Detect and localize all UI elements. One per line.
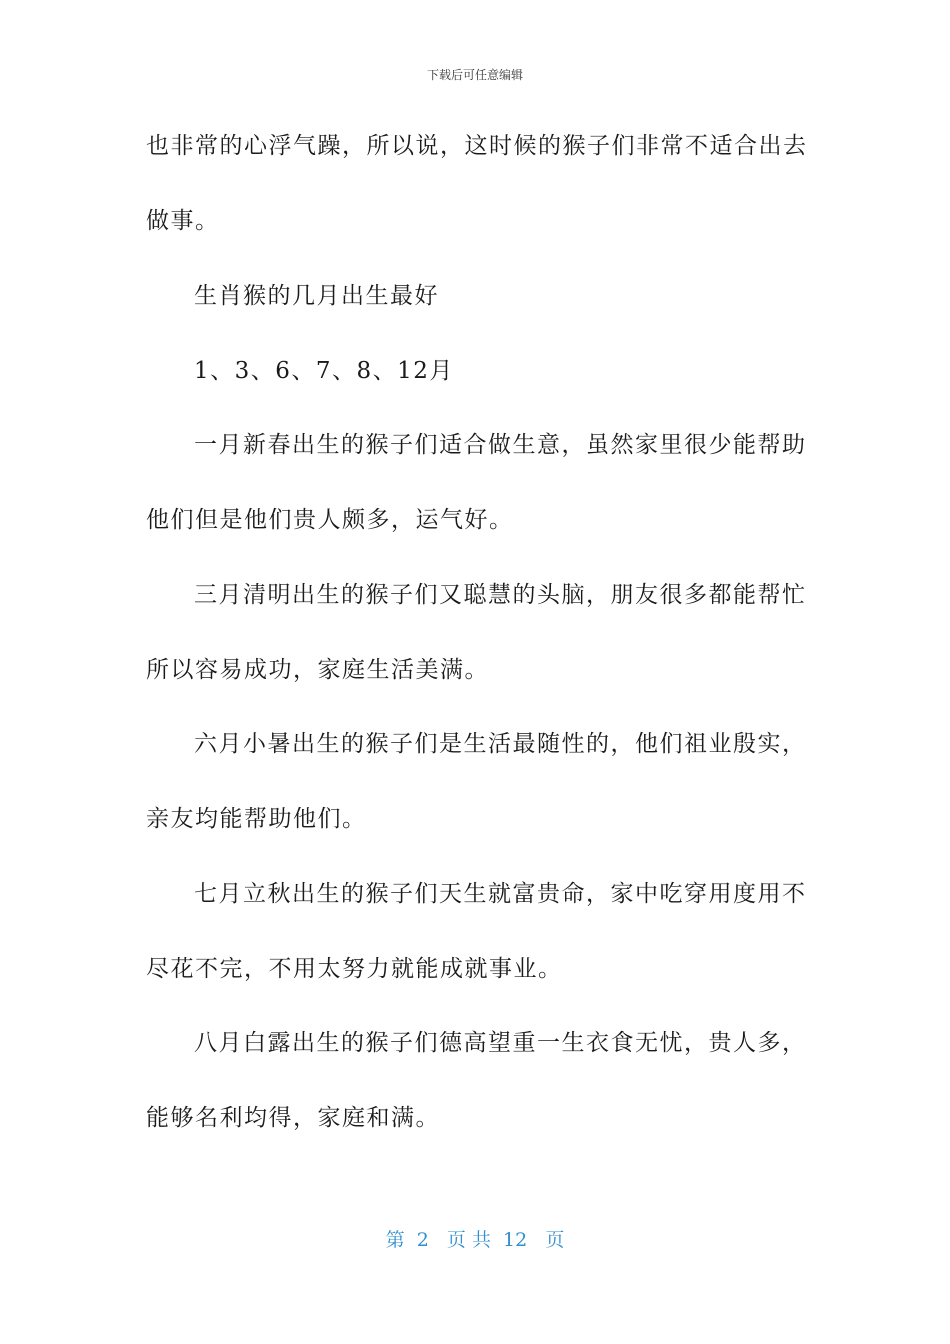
page-number-footer: 第 2 页 共 12 页 — [385, 1229, 565, 1251]
text-line-2: 做事。 — [146, 208, 220, 234]
text-line-6: 他们但是他们贵人颇多，运气好。 — [146, 507, 514, 533]
text-line-1: 也非常的心浮气躁，所以说，这时候的猴子们非常不适合出去 — [146, 133, 808, 159]
text-line-11: 七月立秋出生的猴子们天生就富贵命，家中吃穿用度用不 — [194, 881, 807, 907]
text-line-14: 能够名利均得，家庭和满。 — [146, 1105, 440, 1131]
text-line-12: 尽花不完，不用太努力就能成就事业。 — [146, 956, 563, 982]
text-line-5: 一月新春出生的猴子们适合做生意，虽然家里很少能帮助 — [194, 432, 807, 458]
text-line-10: 亲友均能帮助他们。 — [146, 806, 367, 832]
text-line-8: 所以容易成功，家庭生活美满。 — [146, 657, 489, 683]
month-list: 1、3、6、7、8、12月 — [194, 358, 454, 384]
section-heading: 生肖猴的几月出生最好 — [194, 283, 439, 309]
page-header: 下载后可任意编辑 — [426, 68, 523, 82]
text-line-13: 八月白露出生的猴子们德高望重一生衣食无忧，贵人多， — [194, 1030, 807, 1056]
text-line-9: 六月小暑出生的猴子们是生活最随性的，他们祖业殷实， — [194, 731, 807, 757]
text-line-7: 三月清明出生的猴子们又聪慧的头脑，朋友很多都能帮忙 — [194, 582, 807, 608]
